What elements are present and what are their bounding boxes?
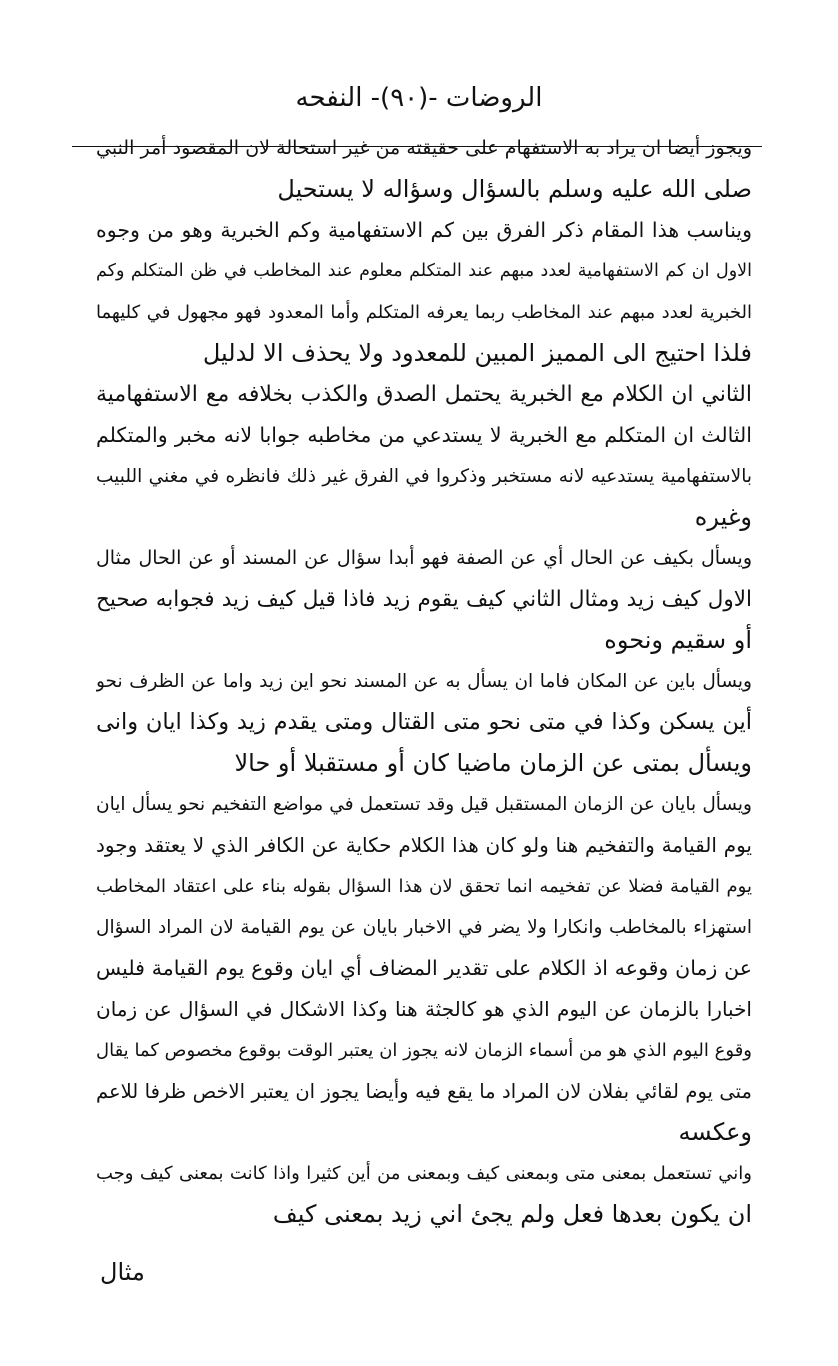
text-line: ويناسب هذا المقام ذكر الفرق بين كم الاستفهامية وكم الخبرية وهو من وجوه xyxy=(96,218,752,242)
text-line: يوم القيامة والتفخيم هنا ولو كان هذا الكلام حكاية عن الكافر الذي لا يعتقد وجود xyxy=(96,833,752,857)
text-line: أو سقيم ونحوه xyxy=(604,626,752,654)
text-line: متى يوم لقائي بفلان لان المراد ما يقع فيه وأيضا يجوز ان يعتبر الاخص ظرفا للاعم xyxy=(96,1080,752,1103)
text-line: وقوع اليوم الذي هو من أسماء الزمان لانه يجوز ان يعتبر الوقت بوقوع مخصوص كما يقال xyxy=(96,1040,752,1061)
text-line: صلى الله عليه وسلم بالسؤال وسؤاله لا يستحيل xyxy=(277,175,752,203)
text-line: اخبارا بالزمان عن اليوم الذي هو كالجثة هنا وكذا الاشكال في السؤال عن زمان xyxy=(96,997,752,1021)
text-line: بالاستفهامية يستدعيه لانه مستخبر وذكروا في الفرق غير ذلك فانظره في مغني اللبيب xyxy=(96,466,752,487)
catchword: مثال xyxy=(100,1258,145,1286)
text-line: الثالث ان المتكلم مع الخبرية لا يستدعي من مخاطبه جوابا لانه مخبر والمتكلم xyxy=(96,423,752,447)
text-line: الاول كيف زيد ومثال الثاني كيف يقوم زيد فاذا قيل كيف زيد فجوابه صحيح xyxy=(96,587,752,612)
text-line: وغيره xyxy=(694,503,752,531)
text-line: عن زمان وقوعه اذ الكلام على تقدير المضاف أي ايان وقوع يوم القيامة فليس xyxy=(96,956,752,980)
text-line: الخبرية لعدد مبهم عند المخاطب ربما يعرفه المتكلم وأما المعدود فهو مجهول في كليهما xyxy=(96,302,752,323)
text-line: فلذا احتيج الى المميز المبين للمعدود ولا يحذف الا لدليل xyxy=(202,339,752,367)
text-body xyxy=(96,128,752,1235)
text-line: استهزاء بالمخاطب وانكارا ولا يضر في الاخبار بايان عن يوم القيامة لان المراد السؤال xyxy=(96,917,752,938)
text-line: ويسأل بايان عن الزمان المستقبل قيل وقد تستعمل في مواضع التفخيم نحو يسأل ايان xyxy=(96,794,752,815)
text-line: وعكسه xyxy=(678,1118,752,1146)
text-line: ويجوز أيضا ان يراد به الاستفهام على حقيقته من غير استحالة لان المقصود أمر النبي xyxy=(96,137,752,159)
text-line: أين يسكن وكذا في متى نحو متى القتال ومتى يقدم زيد وكذا ايان وانى xyxy=(96,709,752,735)
text-line: ويسأل باين عن المكان فاما ان يسأل به عن المسند نحو اين زيد واما عن الظرف نحو xyxy=(96,671,752,692)
text-line: ويسأل بمتى عن الزمان ماضيا كان أو مستقبلا أو حالا xyxy=(234,749,752,777)
text-line: ان يكون بعدها فعل ولم يجئ اني زيد بمعنى كيف xyxy=(272,1200,752,1228)
text-line: الثاني ان الكلام مع الخبرية يحتمل الصدق والكذب بخلافه مع الاستفهامية xyxy=(96,382,752,407)
page-header: الروضات -(٩٠)- النفحه xyxy=(295,83,543,113)
text-line: واني تستعمل بمعنى متى وبمعنى كيف وبمعنى من أين كثيرا واذا كانت بمعنى كيف وجب xyxy=(96,1163,752,1184)
text-line: يوم القيامة فضلا عن تفخيمه انما تحقق لان هذا السؤال بقوله بناء على اعتقاد المخاطب xyxy=(96,876,752,897)
text-line: ويسأل بكيف عن الحال أي عن الصفة فهو أبدا سؤال عن المسند أو عن الحال مثال xyxy=(96,547,752,569)
text-line: الاول ان كم الاستفهامية لعدد مبهم عند المتكلم معلوم عند المخاطب في ظن المتكلم وكم xyxy=(96,261,752,281)
